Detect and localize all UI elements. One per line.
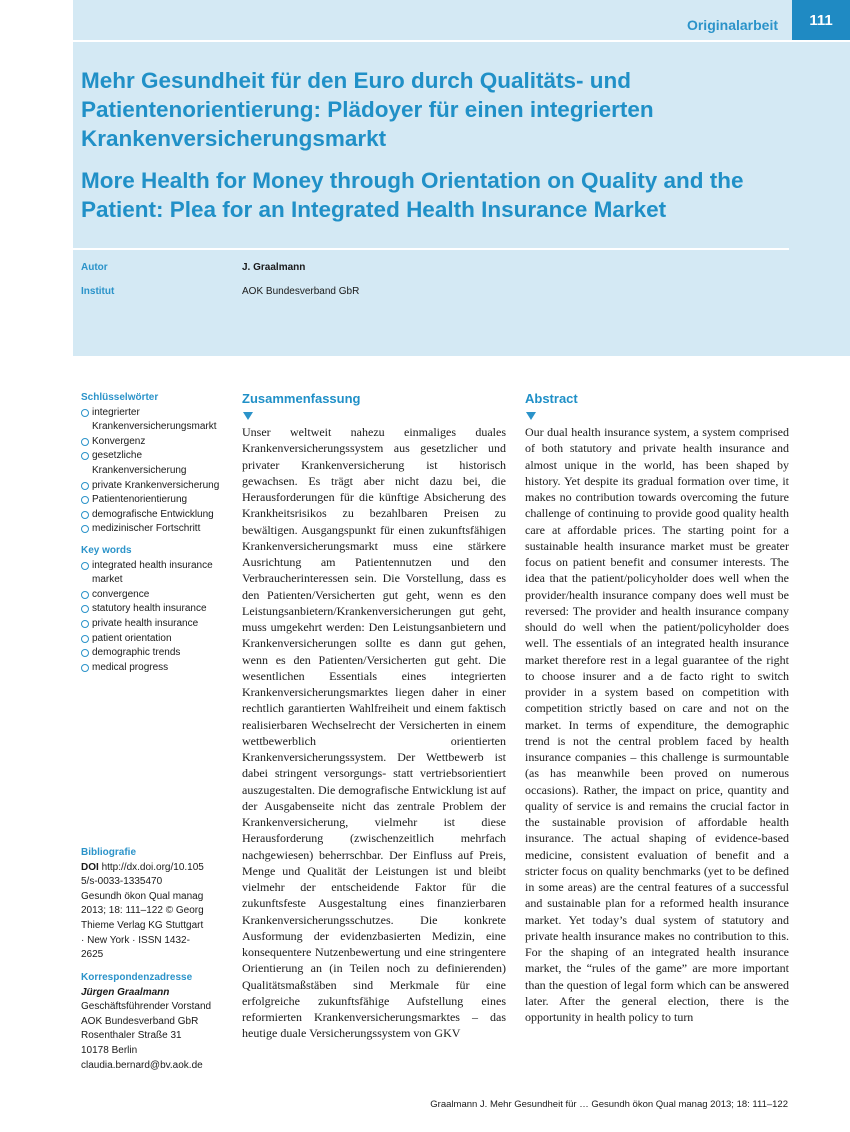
bullet-icon <box>81 649 89 657</box>
abstract-column <box>525 390 789 1025</box>
bullet-icon <box>81 496 89 504</box>
bibliography <box>81 846 209 963</box>
bullet-icon <box>81 562 89 570</box>
keyword-item <box>81 449 231 478</box>
bullet-icon <box>81 452 89 460</box>
keyword-item <box>81 522 231 537</box>
bullet-icon <box>81 664 89 672</box>
abstract-text: Our dual health insurance system, a system comprised of both statutory and private health insurance and almost unique in the world, has been shaped by history. Yet despite its gradual formation over time, it makes no contribution towards overcoming the future challenge of continuing to provide good quality health care at affordable prices. The starting point for a sustainable health insurance market must be greater focus on patient benefit and consumer interests. The idea that the patient/policyholder does well when the provider/health insurance company does well must be reversed: The provider and health insurance company should do well when the patient/policyholder does well. The essentials of an integrated health insurance market therefore rest in a legal guarantee of the right to choose insurer and a de facto right to switch provider in a system based on competition with competition strictly based on care and not on the market. In terms of expenditure, the demographic trend is not the central problem faced by health insurance companies – this challenge is surmountable (as has meanwhile been proved on numerous occasions). Rather, the impact on price, quantity and quality of service is and remains the crucial factor in the sustainable provision of affordable health insurance. The actual shaping of evidence-based medicine, consistent evaluation of benefit and a stricter focus on quality benchmarks (yet to be defined in some areas) are the central features of a successful and sustainable plan for a reformed health insurance market. Yet today’s dual system of statutory and private health insurance makes no contribution to this. For the shaping of an integrated health insurance market, the “rules of the game” are more important than the question of legal form which can be answered later. After the general election, there is the opportunity in health policy to turn <box>525 425 789 1024</box>
keyword-text: medical progress <box>92 661 169 673</box>
bullet-icon <box>81 605 89 613</box>
bibliography-heading: Bibliografie <box>81 847 137 858</box>
correspondence-email[interactable]: claudia.bernard@bv.aok.de <box>81 1059 203 1071</box>
header-divider-middle <box>73 248 789 250</box>
section-label: Originalarbeit <box>686 17 778 33</box>
keyword-item <box>81 479 231 494</box>
keyword-item <box>81 435 231 450</box>
author-name: J. Graalmann <box>242 262 306 273</box>
bullet-icon <box>81 409 89 417</box>
institute-label: Institut <box>81 286 115 297</box>
abstract-heading: Abstract <box>525 391 578 406</box>
keyword-text: integrated health insurance market <box>92 559 213 586</box>
keyword-text: Patientenorientierung <box>92 494 188 506</box>
keyword-item <box>81 588 231 603</box>
keyword-item <box>81 617 231 632</box>
correspondence-line: 10178 Berlin <box>81 1044 138 1056</box>
zusammenfassung-heading: Zusammenfassung <box>242 391 361 406</box>
zusammenfassung-column <box>242 390 506 1042</box>
bullet-icon <box>81 591 89 599</box>
institute-name: AOK Bundesverband GbR <box>242 286 360 297</box>
keyword-text: private Krankenversicherung <box>92 479 220 491</box>
keyword-text: integrierter Krankenversicherungsmarkt <box>92 406 217 433</box>
keywords-english <box>81 544 231 675</box>
bullet-icon <box>81 511 89 519</box>
bullet-icon <box>81 525 89 533</box>
bullet-icon <box>81 635 89 643</box>
bullet-icon <box>81 438 89 446</box>
page-number: 111 <box>792 0 850 40</box>
keywords-german <box>81 391 231 537</box>
correspondence <box>81 971 231 1073</box>
correspondence-line: AOK Bundesverband GbR <box>81 1015 199 1027</box>
title-english: More Health for Money through Orientation on Quality and the Patient: Plea for an Integrated Health Insurance Market <box>81 168 744 222</box>
keyword-item <box>81 508 231 523</box>
author-label: Autor <box>81 262 108 273</box>
keyword-text: convergence <box>92 588 150 600</box>
title-german: Mehr Gesundheit für den Euro durch Qualitäts- und Patientenorientierung: Plädoyer für einen integrierten Krankenversicherungsmarkt <box>81 68 654 151</box>
keyword-text: demographic trends <box>92 647 181 659</box>
keyword-text: medizinischer Fortschritt <box>92 523 201 535</box>
keyword-text: Konvergenz <box>92 435 146 447</box>
zusammenfassung-text: Unser weltweit nahezu einmaliges duales Krankenversicherungssystem aus gesetzlicher und privater Krankenversicherung ist historisch gewachsen. Es trägt aber nicht dazu bei, die Herausforderungen für die künftige Absicherung des Krankheitsrisikos zu bezahlbaren Preisen zu bewältigen. Ausgangspunkt für einen zukunftsfähigen Krankenversicherungsmarkt muss eine stärkere Ausrichtung am Patientennutzen und den Verbraucherinteressen sein. Die Vorstellung, dass es den Patienten/Versicherten gut geht, wenn es den Leistungsanbietern/Krankenversicherungen gut geht, muss umgekehrt werden: Den Leistungsanbietern und Krankenversicherungen sollte es dann gut gehen, wenn es den Patienten/Versicherten gut geht. Die wesentlichen Essentials eines integrierten Krankenversicherungsmarktes liegen daher in einer rechtlich garantierten Wahlfreiheit und einem faktisch realisierbaren Wechselrecht der Versicherten in einem wettbewerblich orientierten Krankenversicherungssystem. Der Wettbewerb ist dabei stringent versorgungs- statt vertriebsorientiert auszugestalten. Die demografische Entwicklung ist auf der Ausgabenseite nicht das zentrale Problem der Krankenversicherung, vielmehr ist diese Herausforderung (zwischenzeitlich mehrfach nachgewiesen) beherrschbar. Der Einfluss auf Preis, Menge und Qualität der Leistungen ist und bleibt vielmehr der entscheidende Faktor für die zukunftsfeste Ausgestaltung eines finanzierbaren Krankenversicherungsschutzes. Die konkrete Ausformung der evidenzbasierten Medizin, eine konsequentere Nutzenbewertung und eine stringentere Orientierung an (in Teilen noch zu definierenden) Qualitätsmaßstäben sind Merkmale für eine erfolgreiche zukunftsfähige Aufstellung eines reformierten Krankenversicherungsmarktes – das heutige duale Versicherungssystem von GKV <box>242 425 506 1041</box>
keyword-item <box>81 632 231 647</box>
keywords-german-list <box>81 406 231 537</box>
doi-line <box>81 861 209 890</box>
keyword-text: private health insurance <box>92 617 199 629</box>
bullet-icon <box>81 620 89 628</box>
keyword-item <box>81 602 231 617</box>
correspondence-heading: Korrespondenzadresse <box>81 972 193 983</box>
bullet-icon <box>81 482 89 490</box>
triangle-down-icon <box>243 412 253 420</box>
keyword-item <box>81 493 231 508</box>
keyword-text: patient orientation <box>92 632 172 644</box>
correspondence-line: Geschäftsführender Vorstand <box>81 1001 212 1013</box>
keyword-item <box>81 406 231 435</box>
keywords-english-heading: Key words <box>81 545 132 556</box>
page-footer: Graalmann J. Mehr Gesundheit für … Gesundh ökon Qual manag 2013; 18: 111–122 <box>430 1099 788 1110</box>
correspondence-name: Jürgen Graalmann <box>81 986 170 998</box>
keyword-item <box>81 646 231 661</box>
doi-label: DOI <box>81 861 99 873</box>
keyword-text: statutory health insurance <box>92 603 207 615</box>
triangle-down-icon <box>526 412 536 420</box>
keyword-text: gesetzliche Krankenversicherung <box>92 450 187 476</box>
keyword-item <box>81 559 231 588</box>
citation-text: Gesundh ökon Qual manag 2013; 18: 111–122 © Georg Thieme Verlag KG Stuttgart · New York · ISSN 1432-2625 <box>81 890 204 961</box>
keyword-text: demografische Entwicklung <box>92 508 214 520</box>
keywords-german-heading: Schlüsselwörter <box>81 392 159 403</box>
keyword-item <box>81 661 231 676</box>
doi-link[interactable]: http://dx.doi.org/10.1055/s-0033-1335470 <box>81 861 204 888</box>
correspondence-line: Rosenthaler Straße 31 <box>81 1030 182 1042</box>
keywords-english-list <box>81 559 231 676</box>
header-divider-top <box>73 40 850 42</box>
